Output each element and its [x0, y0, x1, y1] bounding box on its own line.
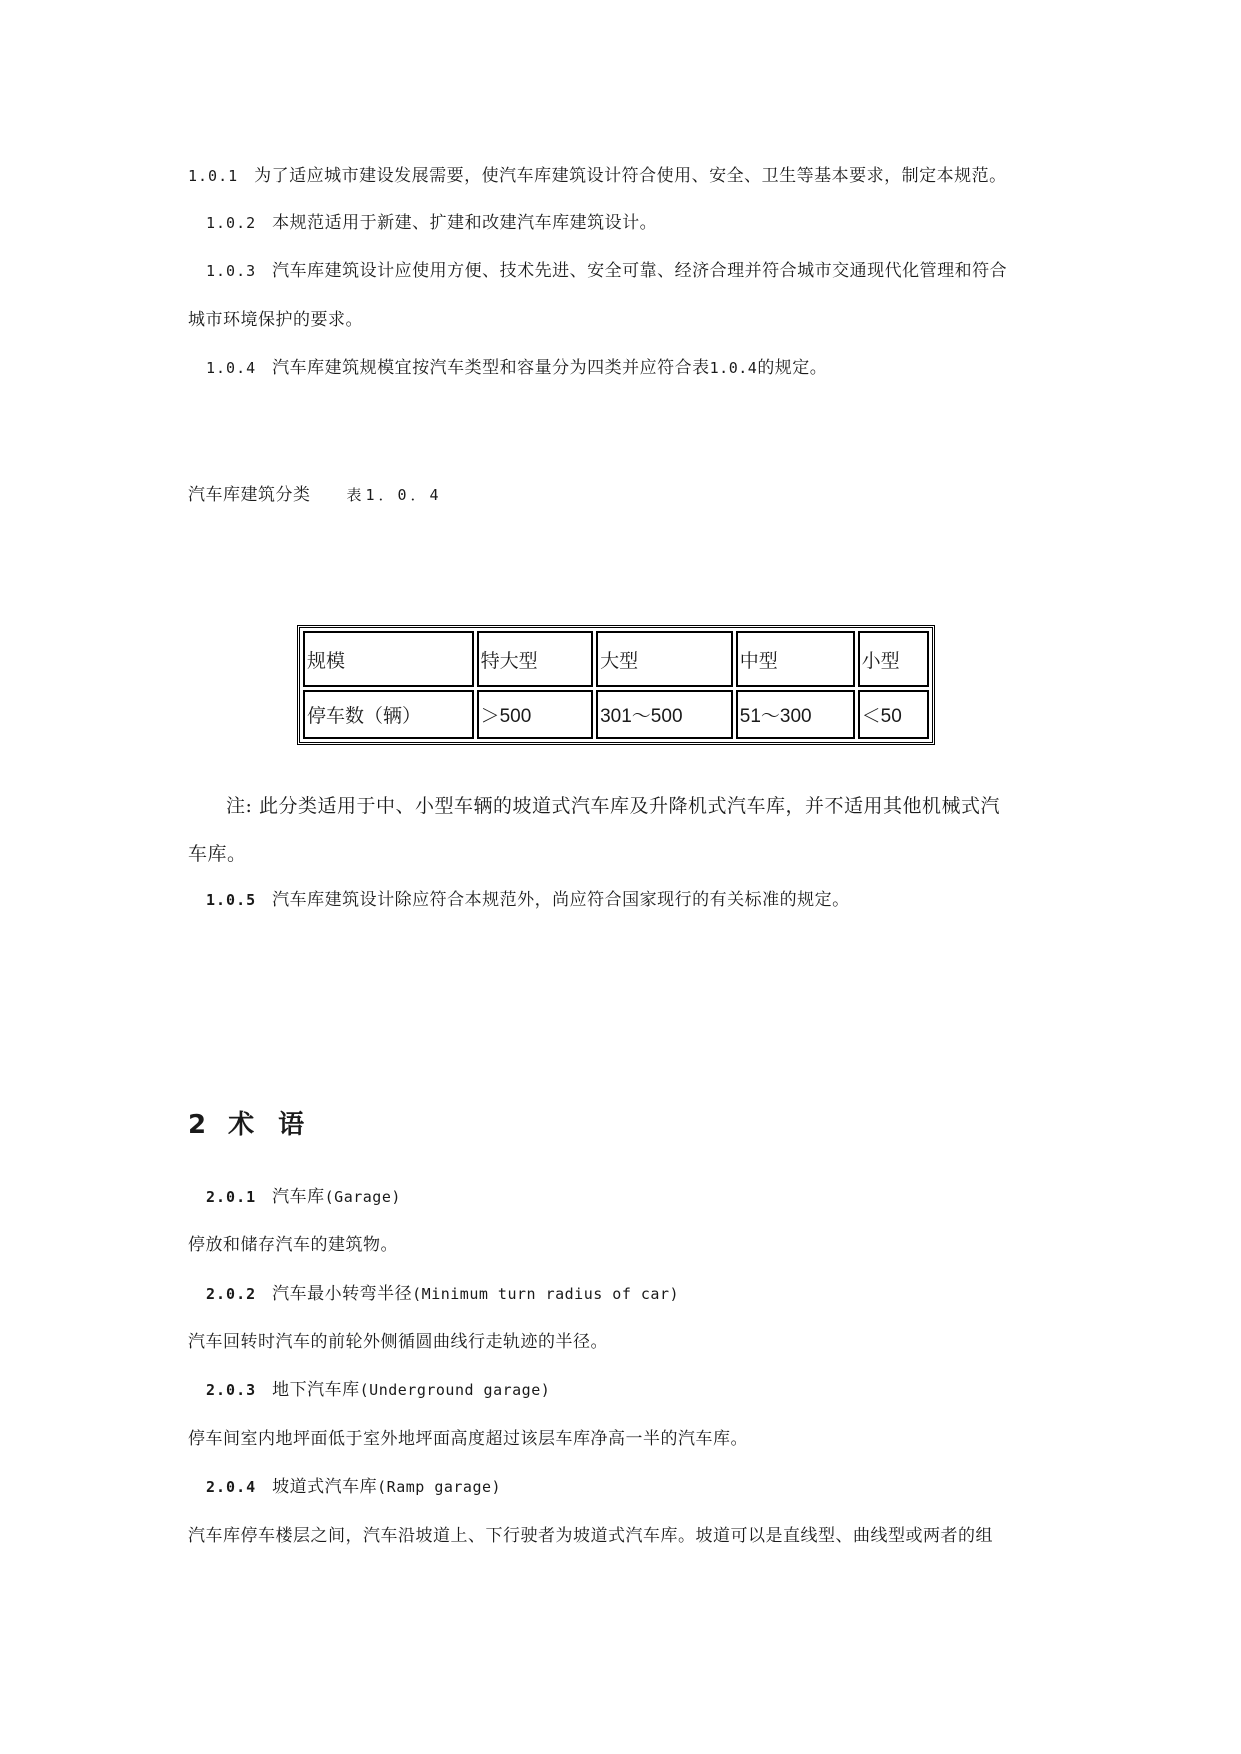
table-cell: 规模 — [303, 631, 474, 687]
table-title: 汽车库建筑分类 — [188, 485, 311, 505]
table-note-continuation — [188, 843, 247, 865]
clause-number: 1.0.1 — [188, 167, 239, 185]
paragraph-1-0-3-continuation — [188, 309, 363, 331]
paragraph-1-0-2 — [206, 212, 657, 234]
table-number: 表1．0．4 — [346, 486, 443, 504]
term-definition — [188, 1234, 398, 1256]
term-2-0-4 — [206, 1476, 501, 1498]
term-name: 汽车最小转弯半径 — [272, 1284, 413, 1304]
term-english: (Ramp garage) — [377, 1478, 502, 1496]
term-english: (Minimum turn radius of car) — [412, 1285, 680, 1303]
table-cell: 中型 — [736, 631, 855, 687]
term-number: 2.0.3 — [206, 1381, 257, 1399]
term-2-0-2 — [206, 1283, 679, 1305]
table-header-row — [303, 631, 929, 687]
paragraph-1-0-1 — [188, 165, 1007, 187]
clause-text: 汽车库建筑设计应使用方便、技术先进、安全可靠、经济合理并符合城市交通现代化管理和符合 — [272, 261, 1008, 281]
term-name: 汽车库 — [272, 1187, 325, 1207]
table-row — [303, 690, 929, 739]
term-definition — [188, 1525, 993, 1547]
term-2-0-3 — [206, 1379, 550, 1401]
table-cell: 301～500 — [596, 690, 733, 739]
table-cell: 特大型 — [477, 631, 594, 687]
table-note — [226, 795, 1000, 817]
table-cell: 小型 — [858, 631, 929, 687]
table-cell: 大型 — [596, 631, 733, 687]
term-english: (Garage) — [324, 1188, 401, 1206]
clause-text-end: 的规定。 — [757, 358, 828, 378]
table-reference: 1.0.4 — [709, 359, 758, 377]
clause-number: 1.0.4 — [206, 359, 257, 377]
chapter-title-char: 语 — [278, 1110, 307, 1140]
paragraph-1-0-3 — [206, 260, 1007, 282]
clause-number: 1.0.2 — [206, 214, 257, 232]
chapter-number: 2 — [188, 1110, 209, 1140]
paragraph-1-0-4 — [206, 357, 827, 379]
chapter-2-heading — [188, 1104, 306, 1141]
clause-text: 城市环境保护的要求。 — [188, 310, 363, 330]
term-2-0-1 — [206, 1186, 401, 1208]
term-name: 坡道式汽车库 — [272, 1477, 378, 1497]
table-cell: 51～300 — [736, 690, 855, 739]
note-text: 注: 此分类适用于中、小型车辆的坡道式汽车库及升降机式汽车库，并不适用其他机械式汽 — [226, 795, 1000, 817]
clause-text: 汽车库建筑规模宜按汽车类型和容量分为四类并应符合表 — [272, 358, 710, 378]
term-english: (Underground garage) — [359, 1381, 551, 1399]
chapter-title-char: 术 — [228, 1110, 257, 1140]
table-cell: ＞500 — [477, 690, 594, 739]
table-caption — [188, 484, 443, 506]
classification-table — [297, 625, 935, 745]
definition-text: 汽车回转时汽车的前轮外侧循圆曲线行走轨迹的半径。 — [188, 1332, 608, 1352]
clause-number: 1.0.5 — [206, 891, 257, 909]
clause-text: 本规范适用于新建、扩建和改建汽车库建筑设计。 — [272, 213, 658, 233]
paragraph-1-0-5 — [206, 889, 850, 911]
term-number: 2.0.2 — [206, 1285, 257, 1303]
term-definition — [188, 1331, 608, 1353]
table-cell: ＜50 — [858, 690, 929, 739]
clause-text: 汽车库建筑设计除应符合本规范外，尚应符合国家现行的有关标准的规定。 — [272, 890, 850, 910]
term-name: 地下汽车库 — [272, 1380, 360, 1400]
clause-text: 为了适应城市建设发展需要，使汽车库建筑设计符合使用、安全、卫生等基本要求，制定本规范。 — [254, 166, 1007, 186]
definition-text: 停放和储存汽车的建筑物。 — [188, 1235, 398, 1255]
table-cell: 停车数（辆） — [303, 690, 474, 739]
term-number: 2.0.1 — [206, 1188, 257, 1206]
note-text: 车库。 — [188, 843, 247, 865]
term-definition — [188, 1428, 748, 1450]
definition-text: 汽车库停车楼层之间，汽车沿坡道上、下行驶者为坡道式汽车库。坡道可以是直线型、曲线型或两者的组 — [188, 1526, 993, 1546]
clause-number: 1.0.3 — [206, 262, 257, 280]
term-number: 2.0.4 — [206, 1478, 257, 1496]
definition-text: 停车间室内地坪面低于室外地坪面高度超过该层车库净高一半的汽车库。 — [188, 1429, 748, 1449]
